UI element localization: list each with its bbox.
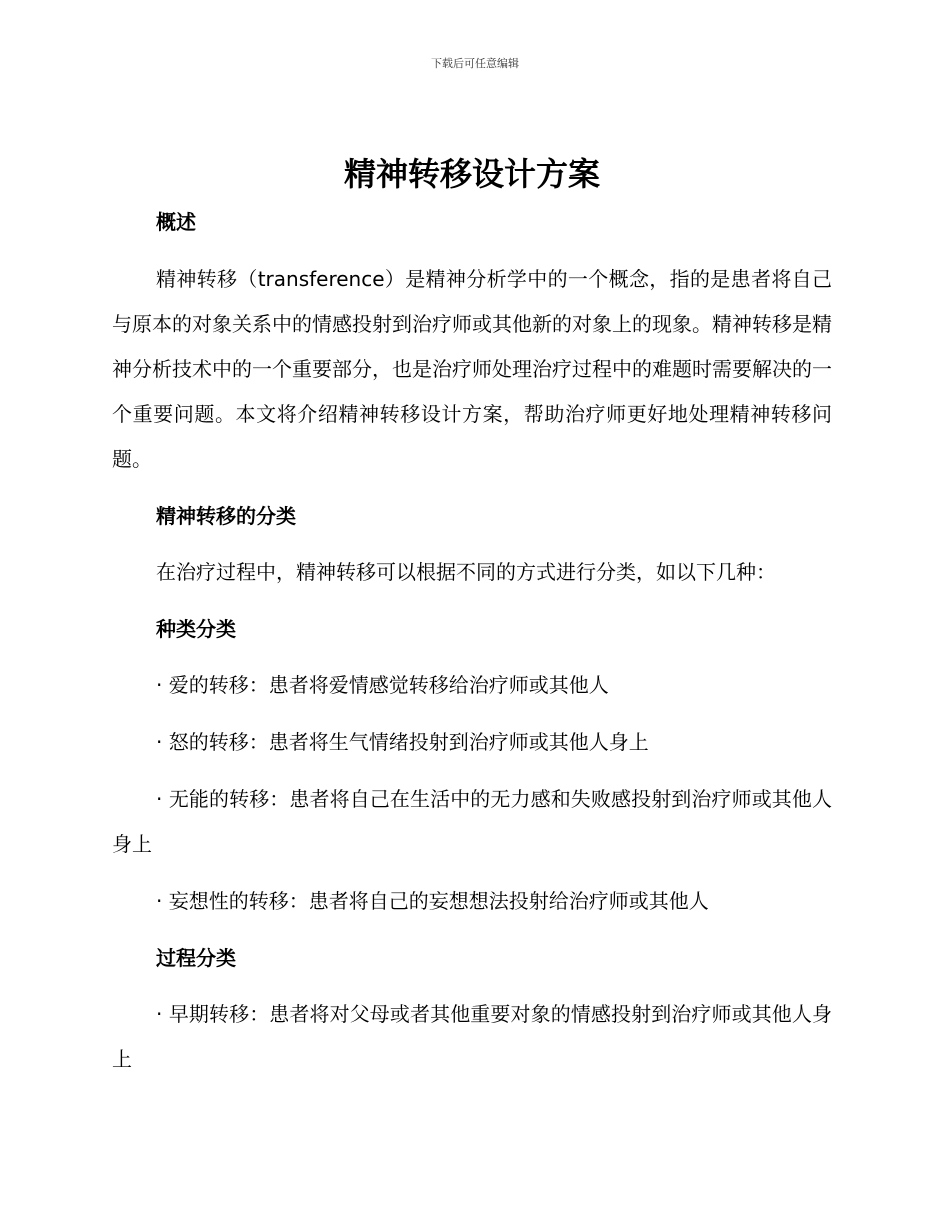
list-item-early-transference: · 早期转移：患者将对父母或者其他重要对象的情感投射到治疗师或其他人身上 — [112, 1002, 832, 1071]
list-item-helplessness-transference: · 无能的转移：患者将自己在生活中的无力感和失败感投射到治疗师或其他人身上 — [112, 787, 832, 856]
section-heading-overview: 概述 — [156, 210, 196, 234]
header-note: 下载后可任意编辑 — [431, 57, 519, 70]
list-item-love-transference: · 爱的转移：患者将爱情感觉转移给治疗师或其他人 — [156, 673, 609, 697]
document-body — [112, 148, 832, 1082]
document-title: 精神转移设计方案 — [343, 155, 600, 193]
section-heading-type: 种类分类 — [156, 617, 236, 641]
list-item-delusional-transference: · 妄想性的转移：患者将自己的妄想想法投射给治疗师或其他人 — [156, 889, 709, 913]
overview-paragraph: 精神转移（transference）是精神分析学中的一个概念，指的是患者将自己与原本的对象关系中的情感投射到治疗师或其他新的对象上的现象。精神转移是精神分析技术中的一个重要部分，也是治疗师处理治疗过程中的难题时需要解决的一个重要问题。本文将介绍精神转移设计方案，帮助治疗师更好地处理精神转移问题。 — [112, 267, 832, 471]
section-heading-classification: 精神转移的分类 — [156, 504, 296, 528]
list-item-anger-transference: · 怒的转移：患者将生气情绪投射到治疗师或其他人身上 — [156, 730, 649, 754]
section-heading-process: 过程分类 — [156, 946, 236, 970]
classification-intro-paragraph: 在治疗过程中，精神转移可以根据不同的方式进行分类，如以下几种： — [156, 560, 776, 584]
